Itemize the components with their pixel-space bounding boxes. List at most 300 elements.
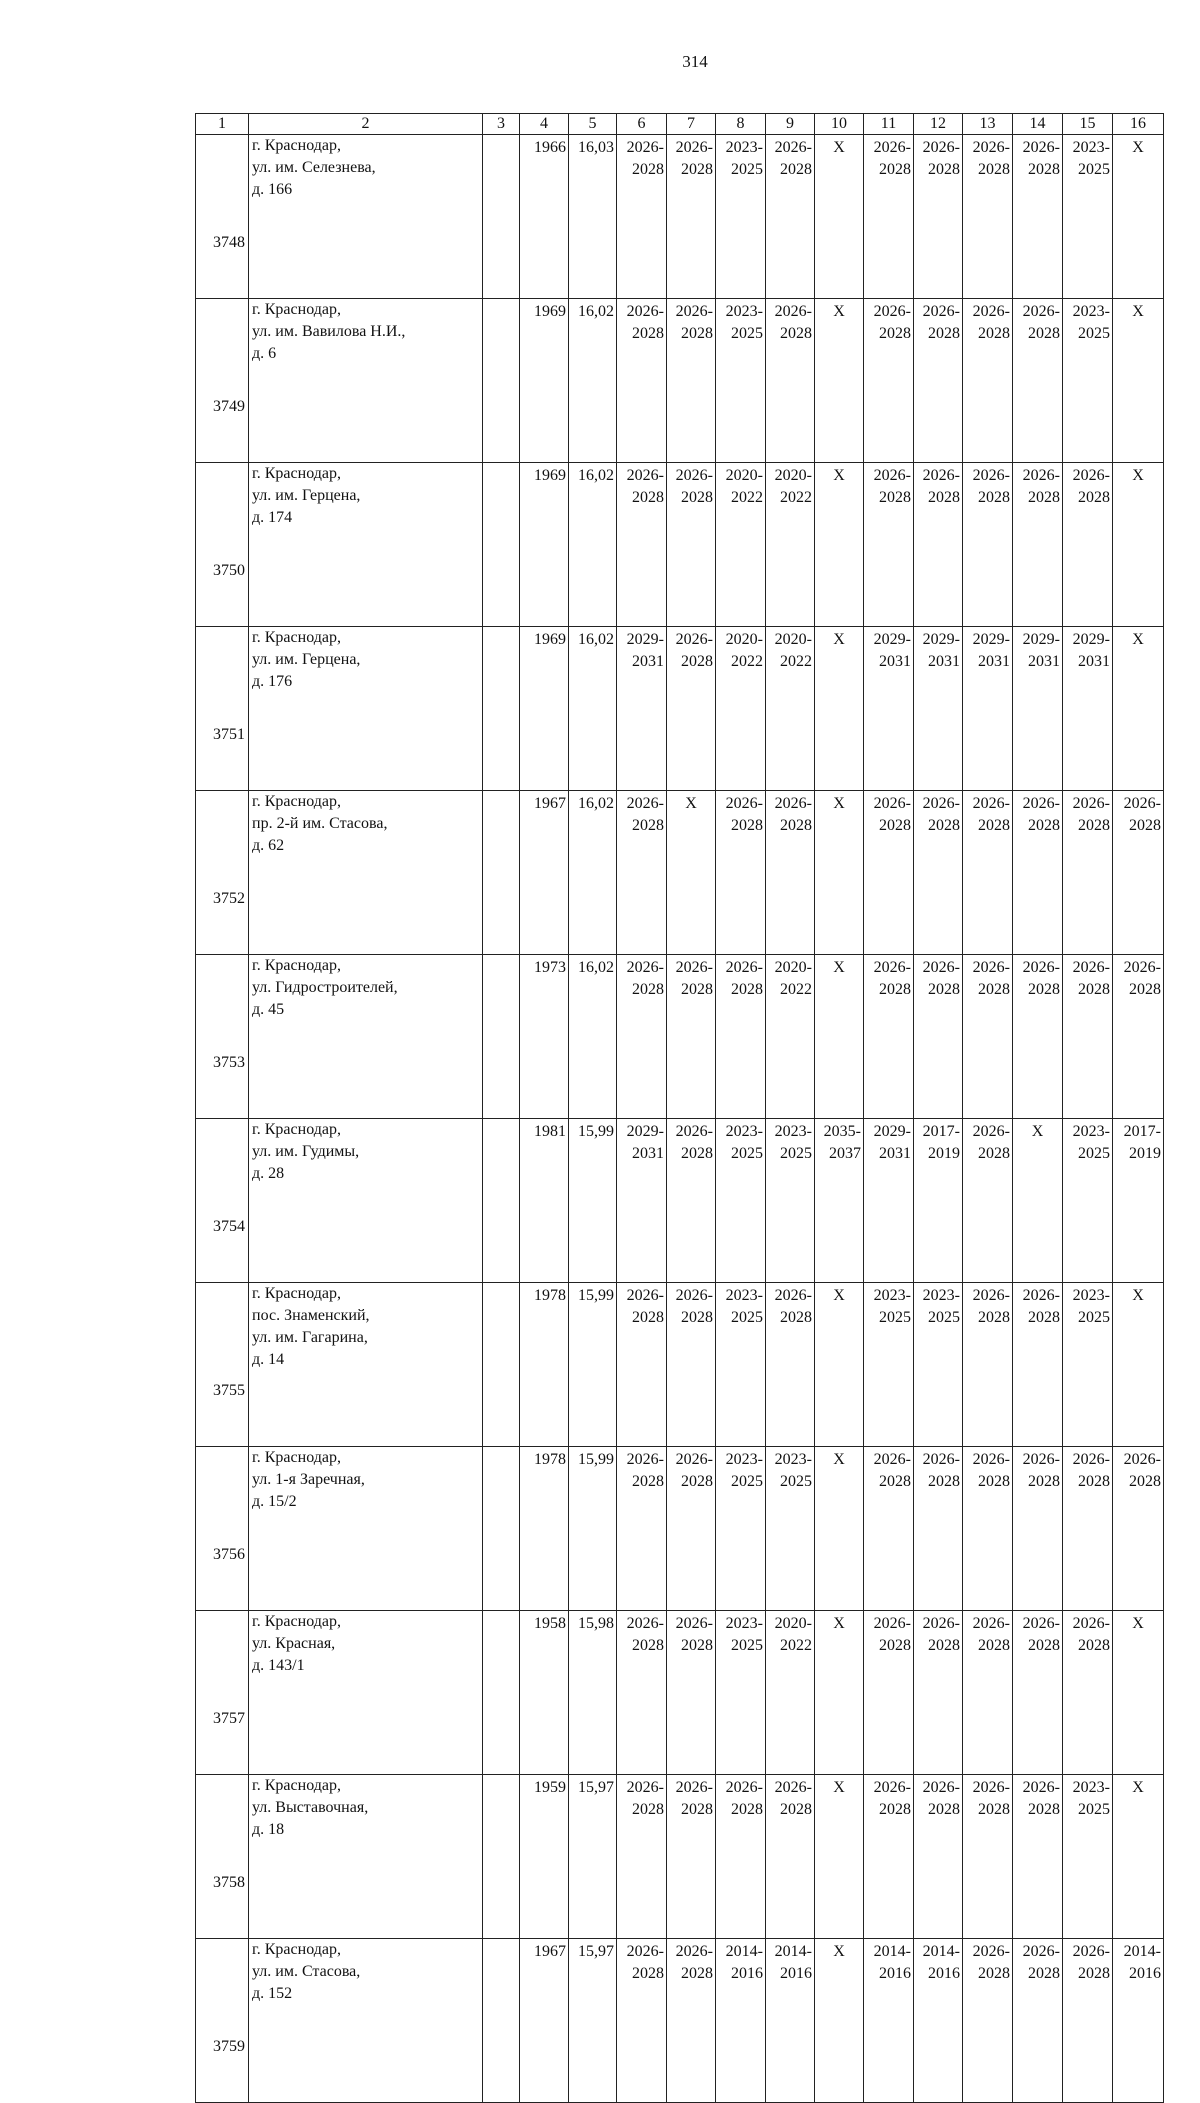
address-line: ул. им. Гагарина, bbox=[252, 1329, 368, 1346]
period-line: 2014- bbox=[873, 1943, 911, 1960]
column-header: 9 bbox=[766, 114, 815, 135]
year-cell: 1978 bbox=[520, 1283, 569, 1447]
address-cell bbox=[249, 135, 483, 299]
address-line: д. 174 bbox=[252, 509, 293, 526]
period-cell bbox=[766, 1775, 815, 1939]
period-cell bbox=[617, 1283, 667, 1447]
period-cell bbox=[1013, 955, 1063, 1119]
period-line: 2026- bbox=[922, 1451, 960, 1468]
period-line: 2023- bbox=[1072, 303, 1110, 320]
period-line: 2026- bbox=[1072, 1943, 1110, 1960]
period-cell bbox=[1063, 1283, 1113, 1447]
period-cell-empty: Х bbox=[1113, 1775, 1164, 1939]
address-line: ул. Гидростроителей, bbox=[252, 979, 398, 996]
address-line: д. 14 bbox=[252, 1351, 285, 1368]
period-line: 2028 bbox=[928, 161, 960, 178]
column-header: 13 bbox=[963, 114, 1013, 135]
period-line: 2026- bbox=[922, 303, 960, 320]
address-line: г. Краснодар, bbox=[252, 629, 341, 646]
period-cell bbox=[963, 1775, 1013, 1939]
year-cell: 1966 bbox=[520, 135, 569, 299]
period-line: 2023- bbox=[1072, 1287, 1110, 1304]
address-line: г. Краснодар, bbox=[252, 1613, 341, 1630]
row-number: 3755 bbox=[196, 1283, 249, 1447]
period-cell bbox=[914, 135, 963, 299]
column-header: 1 bbox=[196, 114, 249, 135]
period-line: 2017- bbox=[922, 1123, 960, 1140]
period-cell bbox=[667, 955, 716, 1119]
value-cell: 16,02 bbox=[569, 299, 617, 463]
period-cell bbox=[667, 1939, 716, 2103]
period-line: 2028 bbox=[1028, 817, 1060, 834]
period-cell bbox=[617, 1119, 667, 1283]
period-line: 2022 bbox=[780, 489, 812, 506]
period-cell bbox=[914, 299, 963, 463]
column-3-cell bbox=[483, 1283, 520, 1447]
period-line: 2026- bbox=[1072, 959, 1110, 976]
page-number: 314 bbox=[682, 52, 708, 71]
period-line: 2023- bbox=[725, 1451, 763, 1468]
period-cell bbox=[1013, 1611, 1063, 1775]
year-cell: 1973 bbox=[520, 955, 569, 1119]
period-line: 2020- bbox=[774, 467, 812, 484]
period-cell bbox=[914, 791, 963, 955]
column-3-cell bbox=[483, 791, 520, 955]
period-line: 2023- bbox=[774, 1451, 812, 1468]
period-line: 2028 bbox=[1078, 489, 1110, 506]
address-line: ул. им. Герцена, bbox=[252, 487, 361, 504]
period-line: 2028 bbox=[1028, 325, 1060, 342]
period-cell bbox=[864, 955, 914, 1119]
year-cell: 1969 bbox=[520, 627, 569, 791]
year-cell: 1967 bbox=[520, 1939, 569, 2103]
column-header: 16 bbox=[1113, 114, 1164, 135]
period-line: 2028 bbox=[632, 161, 664, 178]
table-row bbox=[196, 955, 1164, 1119]
period-line: 2031 bbox=[879, 1145, 911, 1162]
value-cell: 16,02 bbox=[569, 955, 617, 1119]
period-line: 2026- bbox=[873, 139, 911, 156]
column-3-cell bbox=[483, 1939, 520, 2103]
period-line: 2025 bbox=[731, 161, 763, 178]
period-line: 2026- bbox=[626, 1615, 664, 1632]
period-cell bbox=[766, 955, 815, 1119]
period-line: 2023- bbox=[725, 139, 763, 156]
year-cell: 1958 bbox=[520, 1611, 569, 1775]
period-line: 2017- bbox=[1123, 1123, 1161, 1140]
period-line: 2028 bbox=[632, 325, 664, 342]
period-line: 2028 bbox=[780, 325, 812, 342]
period-cell bbox=[617, 791, 667, 955]
period-line: 2026- bbox=[675, 1287, 713, 1304]
address-line: ул. Выставочная, bbox=[252, 1799, 369, 1816]
period-line: 2026- bbox=[972, 1123, 1010, 1140]
period-line: 2026- bbox=[922, 959, 960, 976]
column-3-cell bbox=[483, 299, 520, 463]
period-line: 2025 bbox=[780, 1473, 812, 1490]
value-cell: 16,02 bbox=[569, 463, 617, 627]
period-line: 2028 bbox=[681, 1965, 713, 1982]
period-line: 2028 bbox=[681, 981, 713, 998]
period-line: 2028 bbox=[978, 489, 1010, 506]
period-cell bbox=[914, 1939, 963, 2103]
period-line: 2025 bbox=[1078, 161, 1110, 178]
address-line: г. Краснодар, bbox=[252, 1449, 341, 1466]
period-line: 2025 bbox=[1078, 1801, 1110, 1818]
period-line: 2028 bbox=[978, 1309, 1010, 1326]
period-line: 2025 bbox=[928, 1309, 960, 1326]
period-cell-empty: Х bbox=[815, 1283, 864, 1447]
period-line: 2029- bbox=[626, 631, 664, 648]
table-row bbox=[196, 1283, 1164, 1447]
period-line: 2028 bbox=[879, 817, 911, 834]
period-line: 2031 bbox=[632, 1145, 664, 1162]
period-cell bbox=[864, 1119, 914, 1283]
period-line: 2028 bbox=[928, 1473, 960, 1490]
period-cell bbox=[667, 135, 716, 299]
period-line: 2026- bbox=[972, 303, 1010, 320]
column-3-cell bbox=[483, 135, 520, 299]
period-cell-empty: Х bbox=[1113, 299, 1164, 463]
period-line: 2014- bbox=[922, 1943, 960, 1960]
address-line: г. Краснодар, bbox=[252, 957, 341, 974]
period-line: 2028 bbox=[632, 817, 664, 834]
period-cell-empty: Х bbox=[815, 299, 864, 463]
period-cell bbox=[617, 627, 667, 791]
period-line: 2035- bbox=[823, 1123, 861, 1140]
year-cell: 1959 bbox=[520, 1775, 569, 1939]
year-cell: 1981 bbox=[520, 1119, 569, 1283]
address-line: ул. 1-я Заречная, bbox=[252, 1471, 365, 1488]
address-line: д. 28 bbox=[252, 1165, 285, 1182]
value-cell: 16,02 bbox=[569, 627, 617, 791]
period-line: 2016 bbox=[879, 1965, 911, 1982]
period-cell bbox=[914, 627, 963, 791]
period-line: 2026- bbox=[626, 467, 664, 484]
table-row bbox=[196, 1939, 1164, 2103]
address-line: ул. им. Селезнева, bbox=[252, 159, 376, 176]
period-line: 2028 bbox=[632, 1309, 664, 1326]
period-line: 2028 bbox=[928, 817, 960, 834]
period-cell bbox=[716, 1611, 766, 1775]
period-line: 2023- bbox=[873, 1287, 911, 1304]
period-cell bbox=[667, 627, 716, 791]
period-line: 2026- bbox=[972, 1943, 1010, 1960]
period-line: 2026- bbox=[873, 1779, 911, 1796]
period-line: 2020- bbox=[725, 631, 763, 648]
period-cell bbox=[1063, 299, 1113, 463]
period-cell-empty: Х bbox=[815, 627, 864, 791]
period-line: 2028 bbox=[978, 1965, 1010, 1982]
period-cell bbox=[1063, 1611, 1113, 1775]
period-line: 2029- bbox=[1022, 631, 1060, 648]
period-line: 2026- bbox=[626, 1287, 664, 1304]
column-header: 8 bbox=[716, 114, 766, 135]
period-line: 2028 bbox=[1028, 161, 1060, 178]
period-cell bbox=[617, 299, 667, 463]
period-line: 2028 bbox=[1129, 1473, 1161, 1490]
address-line: г. Краснодар, bbox=[252, 465, 341, 482]
period-cell bbox=[963, 1611, 1013, 1775]
table-row bbox=[196, 463, 1164, 627]
period-line: 2028 bbox=[681, 1637, 713, 1654]
table-row bbox=[196, 135, 1164, 299]
period-line: 2025 bbox=[879, 1309, 911, 1326]
period-line: 2016 bbox=[928, 1965, 960, 1982]
period-line: 2022 bbox=[780, 653, 812, 670]
period-cell bbox=[617, 1775, 667, 1939]
period-line: 2026- bbox=[774, 795, 812, 812]
period-line: 2028 bbox=[1129, 981, 1161, 998]
period-cell bbox=[1113, 1119, 1164, 1283]
period-cell bbox=[617, 1939, 667, 2103]
period-line: 2028 bbox=[731, 981, 763, 998]
period-line: 2026- bbox=[1022, 303, 1060, 320]
period-line: 2026- bbox=[1123, 959, 1161, 976]
period-cell bbox=[963, 1119, 1013, 1283]
table-row bbox=[196, 1611, 1164, 1775]
period-line: 2026- bbox=[922, 139, 960, 156]
period-line: 2022 bbox=[780, 981, 812, 998]
column-header: 15 bbox=[1063, 114, 1113, 135]
column-header: 3 bbox=[483, 114, 520, 135]
period-line: 2026- bbox=[922, 467, 960, 484]
period-line: 2026- bbox=[675, 1779, 713, 1796]
period-cell bbox=[766, 791, 815, 955]
period-cell bbox=[864, 463, 914, 627]
period-line: 2026- bbox=[675, 1615, 713, 1632]
address-line: ул. Красная, bbox=[252, 1635, 336, 1652]
period-cell bbox=[963, 299, 1013, 463]
period-line: 2028 bbox=[978, 817, 1010, 834]
period-cell bbox=[766, 463, 815, 627]
period-cell bbox=[766, 299, 815, 463]
row-number: 3758 bbox=[196, 1775, 249, 1939]
period-line: 2026- bbox=[1072, 1451, 1110, 1468]
period-line: 2028 bbox=[978, 1473, 1010, 1490]
period-line: 2026- bbox=[1022, 795, 1060, 812]
column-header: 11 bbox=[864, 114, 914, 135]
address-cell bbox=[249, 1447, 483, 1611]
period-line: 2025 bbox=[731, 1309, 763, 1326]
period-cell bbox=[864, 1447, 914, 1611]
period-line: 2026- bbox=[725, 1779, 763, 1796]
period-cell bbox=[1013, 1939, 1063, 2103]
period-line: 2031 bbox=[1028, 653, 1060, 670]
period-line: 2028 bbox=[1078, 981, 1110, 998]
period-cell bbox=[1013, 627, 1063, 791]
period-cell bbox=[617, 1447, 667, 1611]
period-line: 2022 bbox=[731, 489, 763, 506]
period-line: 2023- bbox=[1072, 1779, 1110, 1796]
period-cell bbox=[766, 1283, 815, 1447]
period-line: 2028 bbox=[879, 1801, 911, 1818]
period-cell bbox=[1063, 1119, 1113, 1283]
column-header: 12 bbox=[914, 114, 963, 135]
period-line: 2023- bbox=[725, 1287, 763, 1304]
column-3-cell bbox=[483, 1447, 520, 1611]
period-line: 2026- bbox=[1022, 1943, 1060, 1960]
table-row bbox=[196, 627, 1164, 791]
period-line: 2026- bbox=[1022, 1451, 1060, 1468]
period-line: 2028 bbox=[1078, 817, 1110, 834]
period-cell bbox=[1063, 135, 1113, 299]
period-line: 2026- bbox=[725, 959, 763, 976]
period-cell-empty: Х bbox=[1113, 463, 1164, 627]
period-line: 2016 bbox=[780, 1965, 812, 1982]
period-line: 2028 bbox=[731, 1801, 763, 1818]
period-line: 2023- bbox=[1072, 139, 1110, 156]
period-line: 2025 bbox=[731, 1637, 763, 1654]
period-line: 2026- bbox=[1022, 959, 1060, 976]
address-line: г. Краснодар, bbox=[252, 1285, 341, 1302]
column-3-cell bbox=[483, 627, 520, 791]
period-line: 2026- bbox=[675, 303, 713, 320]
period-cell bbox=[864, 1775, 914, 1939]
period-line: 2026- bbox=[774, 1287, 812, 1304]
period-cell bbox=[963, 135, 1013, 299]
period-cell bbox=[963, 1447, 1013, 1611]
period-cell bbox=[766, 135, 815, 299]
address-cell bbox=[249, 627, 483, 791]
column-header: 6 bbox=[617, 114, 667, 135]
period-line: 2028 bbox=[879, 1637, 911, 1654]
period-line: 2026- bbox=[972, 1615, 1010, 1632]
period-cell bbox=[1013, 791, 1063, 955]
column-3-cell bbox=[483, 1775, 520, 1939]
address-line: д. 143/1 bbox=[252, 1657, 305, 1674]
period-line: 2026- bbox=[1022, 1287, 1060, 1304]
period-line: 2026- bbox=[922, 1615, 960, 1632]
year-cell: 1967 bbox=[520, 791, 569, 955]
table-row bbox=[196, 791, 1164, 955]
row-number: 3756 bbox=[196, 1447, 249, 1611]
period-line: 2028 bbox=[1129, 817, 1161, 834]
period-line: 2026- bbox=[626, 795, 664, 812]
address-line: д. 62 bbox=[252, 837, 285, 854]
address-line: г. Краснодар, bbox=[252, 793, 341, 810]
address-line: ул. им. Герцена, bbox=[252, 651, 361, 668]
period-line: 2026- bbox=[1022, 1615, 1060, 1632]
period-cell bbox=[716, 791, 766, 955]
period-cell bbox=[864, 299, 914, 463]
period-cell-empty: Х bbox=[815, 1775, 864, 1939]
period-cell bbox=[716, 299, 766, 463]
period-line: 2028 bbox=[928, 1801, 960, 1818]
period-line: 2028 bbox=[978, 1637, 1010, 1654]
period-line: 2028 bbox=[879, 981, 911, 998]
period-cell bbox=[914, 1283, 963, 1447]
period-cell bbox=[766, 1611, 815, 1775]
period-cell-empty: Х bbox=[1113, 135, 1164, 299]
period-line: 2026- bbox=[1022, 139, 1060, 156]
period-cell bbox=[864, 791, 914, 955]
period-cell bbox=[667, 1611, 716, 1775]
period-cell bbox=[766, 627, 815, 791]
address-cell bbox=[249, 1775, 483, 1939]
row-number: 3751 bbox=[196, 627, 249, 791]
value-cell: 15,98 bbox=[569, 1611, 617, 1775]
period-line: 2023- bbox=[725, 1123, 763, 1140]
period-cell bbox=[1013, 1447, 1063, 1611]
period-line: 2028 bbox=[780, 1309, 812, 1326]
address-line: д. 45 bbox=[252, 1001, 285, 1018]
period-line: 2031 bbox=[879, 653, 911, 670]
period-cell bbox=[963, 955, 1013, 1119]
row-number: 3749 bbox=[196, 299, 249, 463]
period-line: 2026- bbox=[873, 1615, 911, 1632]
period-line: 2026- bbox=[1072, 795, 1110, 812]
row-number: 3759 bbox=[196, 1939, 249, 2103]
period-line: 2028 bbox=[681, 653, 713, 670]
period-line: 2026- bbox=[675, 959, 713, 976]
period-cell bbox=[766, 1939, 815, 2103]
value-cell: 15,99 bbox=[569, 1447, 617, 1611]
period-cell bbox=[1113, 955, 1164, 1119]
period-line: 2031 bbox=[978, 653, 1010, 670]
row-number: 3754 bbox=[196, 1119, 249, 1283]
period-line: 2020- bbox=[725, 467, 763, 484]
period-line: 2025 bbox=[780, 1145, 812, 1162]
period-line: 2023- bbox=[774, 1123, 812, 1140]
period-line: 2028 bbox=[928, 489, 960, 506]
address-cell bbox=[249, 1611, 483, 1775]
period-line: 2022 bbox=[731, 653, 763, 670]
period-line: 2028 bbox=[632, 1637, 664, 1654]
column-3-cell bbox=[483, 955, 520, 1119]
period-cell-empty: Х bbox=[815, 1939, 864, 2103]
period-cell bbox=[617, 463, 667, 627]
period-line: 2026- bbox=[675, 1451, 713, 1468]
period-line: 2026- bbox=[626, 139, 664, 156]
table-body bbox=[196, 135, 1164, 2103]
period-cell bbox=[1063, 791, 1113, 955]
period-line: 2023- bbox=[1072, 1123, 1110, 1140]
period-cell bbox=[716, 135, 766, 299]
period-cell bbox=[716, 955, 766, 1119]
period-line: 2028 bbox=[928, 981, 960, 998]
address-cell bbox=[249, 955, 483, 1119]
address-cell bbox=[249, 1119, 483, 1283]
period-line: 2026- bbox=[873, 959, 911, 976]
period-cell bbox=[1063, 1447, 1113, 1611]
period-line: 2020- bbox=[774, 631, 812, 648]
column-3-cell bbox=[483, 1119, 520, 1283]
table-row bbox=[196, 1775, 1164, 1939]
period-line: 2028 bbox=[780, 161, 812, 178]
address-line: г. Краснодар, bbox=[252, 1777, 341, 1794]
period-cell-empty: Х bbox=[1013, 1119, 1063, 1283]
period-cell-empty: Х bbox=[815, 791, 864, 955]
period-line: 2031 bbox=[1078, 653, 1110, 670]
address-line: пр. 2-й им. Стасова, bbox=[252, 815, 388, 832]
period-cell bbox=[716, 1775, 766, 1939]
period-cell-empty: Х bbox=[667, 791, 716, 955]
period-line: 2028 bbox=[1078, 1637, 1110, 1654]
period-cell-empty: Х bbox=[815, 463, 864, 627]
address-line: д. 152 bbox=[252, 1985, 293, 2002]
period-line: 2028 bbox=[978, 981, 1010, 998]
row-number: 3752 bbox=[196, 791, 249, 955]
address-line: ул. им. Стасова, bbox=[252, 1963, 361, 1980]
address-line: ул. им. Вавилова Н.И., bbox=[252, 323, 406, 340]
period-line: 2028 bbox=[632, 1801, 664, 1818]
period-line: 2028 bbox=[632, 981, 664, 998]
period-line: 2028 bbox=[1028, 1637, 1060, 1654]
column-header: 7 bbox=[667, 114, 716, 135]
address-cell bbox=[249, 1939, 483, 2103]
period-cell bbox=[617, 1611, 667, 1775]
